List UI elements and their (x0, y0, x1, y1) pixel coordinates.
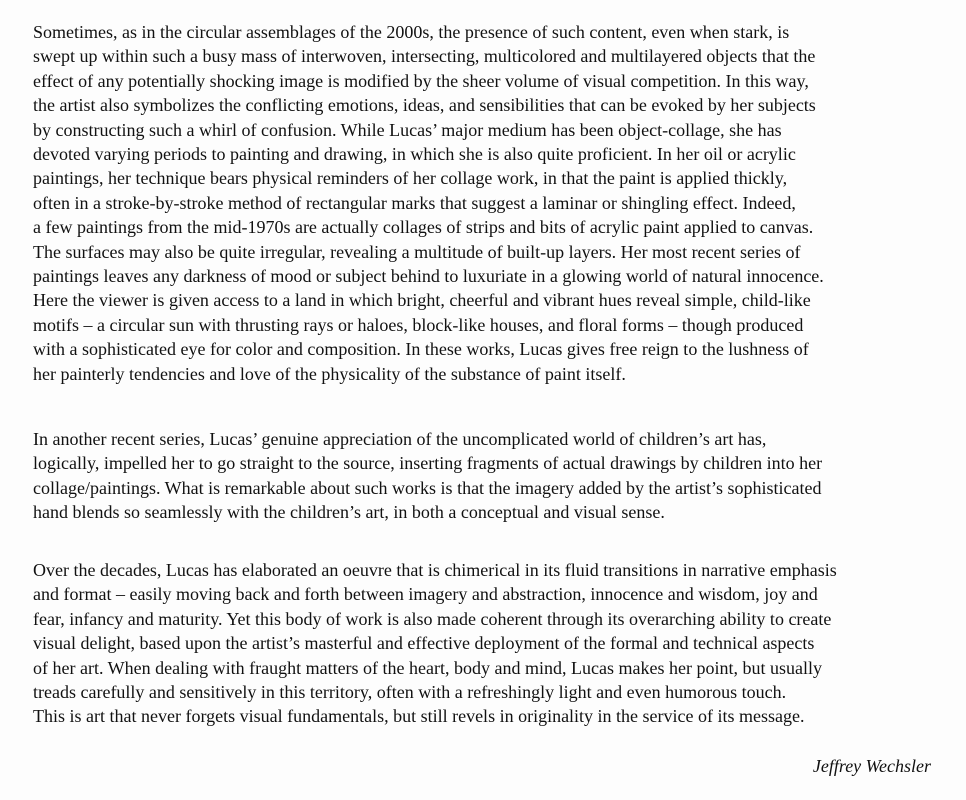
text-line: This is art that never forgets visual fundamentals, but still revels in originality in the service of its message. (33, 706, 805, 727)
text-line: hand blends so seamlessly with the children’s art, in both a conceptual and visual sense. (33, 502, 665, 523)
text-line: fear, infancy and maturity. Yet this body of work is also made coherent through its overarching ability to create (33, 608, 832, 629)
text-line: a few paintings from the mid-1970s are actually collages of strips and bits of acrylic paint applied to canvas. (33, 217, 814, 238)
text-line: paintings leaves any darkness of mood or subject behind to luxuriate in a glowing world of natural innocence. (33, 266, 824, 287)
text-line: The surfaces may also be quite irregular, revealing a multitude of built-up layers. Her most recent series of (33, 241, 801, 262)
author-signature: Jeffrey Wechsler (812, 756, 931, 776)
text-line: with a sophisticated eye for color and composition. In these works, Lucas gives free reign to the lushness of (33, 339, 809, 360)
text-line: of her art. When dealing with fraught matters of the heart, body and mind, Lucas makes her point, but usually (33, 657, 822, 678)
text-line: Sometimes, as in the circular assemblages of the 2000s, the presence of such content, even when stark, is (33, 22, 790, 42)
text-line: collage/paintings. What is remarkable about such works is that the imagery added by the artist’s sophisticated (33, 477, 822, 498)
text-line: visual delight, based upon the artist’s masterful and effective deployment of the formal and technical aspects (33, 633, 815, 654)
paragraph-2 (33, 427, 822, 525)
text-line: effect of any potentially shocking image is modified by the sheer volume of visual competition. In this way, (33, 70, 809, 91)
text-line: logically, impelled her to go straight to the source, inserting fragments of actual drawings by children into her (33, 453, 823, 474)
text-line: Over the decades, Lucas has elaborated an oeuvre that is chimerical in its fluid transitions in narrative emphasis (33, 560, 837, 580)
text-line: often in a stroke-by-stroke method of rectangular marks that suggest a laminar or shingling effect. Indeed, (33, 192, 796, 213)
text-line: and format – easily moving back and forth between imagery and abstraction, innocence and wisdom, joy and (33, 584, 818, 605)
text-line: motifs – a circular sun with thrusting rays or haloes, block-like houses, and floral forms – though produced (33, 314, 804, 335)
text-line: her painterly tendencies and love of the physicality of the substance of paint itself. (33, 363, 626, 384)
text-line: treads carefully and sensitively in this territory, often with a refreshingly light and even humorous touch. (33, 682, 787, 703)
text-line: paintings, her technique bears physical reminders of her collage work, in that the paint is applied thickly, (33, 168, 788, 189)
text-line: the artist also symbolizes the conflicting emotions, ideas, and sensibilities that can be evoked by her subjects (33, 95, 816, 116)
paragraph-1 (33, 20, 824, 386)
text-line: swept up within such a busy mass of interwoven, intersecting, multicolored and multilayered objects that the (33, 46, 816, 67)
text-line: devoted varying periods to painting and drawing, in which she is also quite proficient. In her oil or acrylic (33, 144, 796, 165)
text-line: by constructing such a whirl of confusion. While Lucas’ major medium has been object-collage, she has (33, 119, 782, 140)
text-line: Here the viewer is given access to a land in which bright, cheerful and vibrant hues reveal simple, child-like (33, 290, 811, 311)
paragraph-3 (33, 558, 837, 729)
text-line: In another recent series, Lucas’ genuine appreciation of the uncomplicated world of children’s art has, (33, 429, 767, 449)
